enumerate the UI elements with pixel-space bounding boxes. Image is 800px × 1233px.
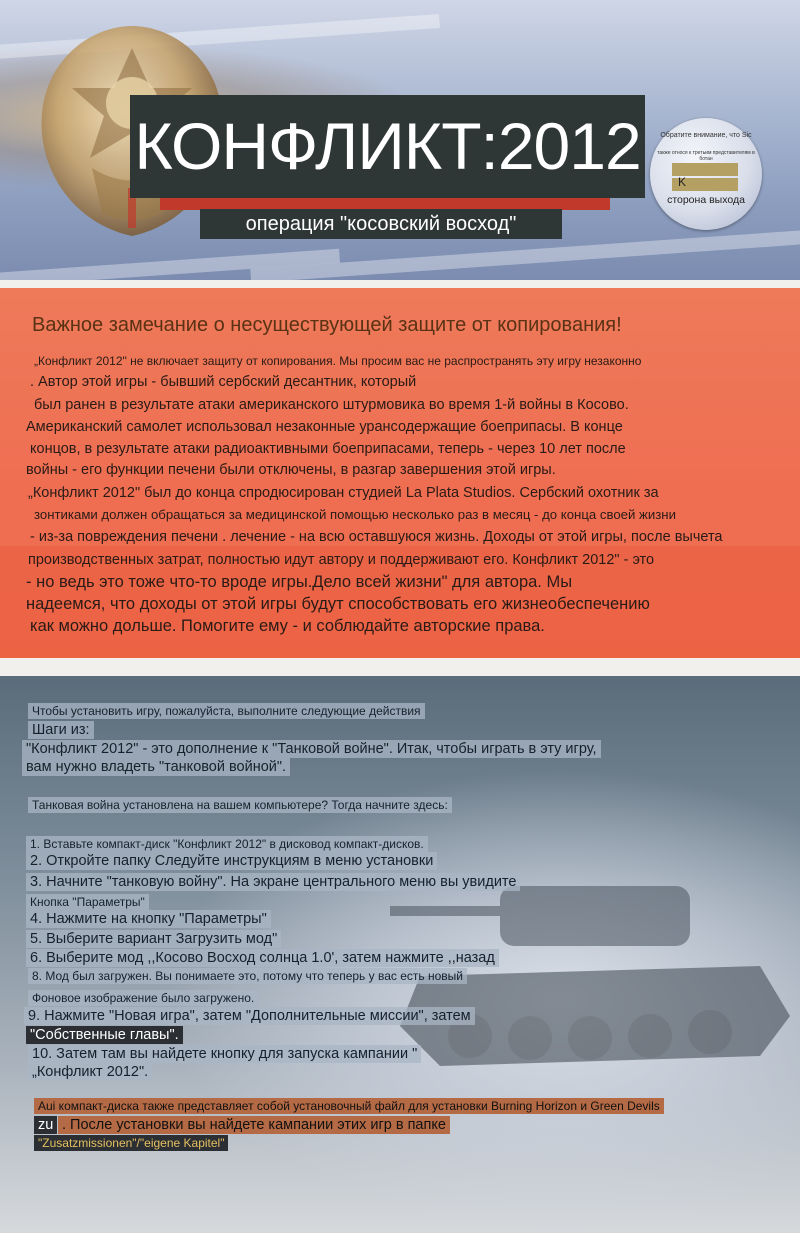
notice-line: Американский самолет использовал незаконные урансодержащие боеприпасы. В конце: [26, 419, 623, 435]
header-banner: [0, 0, 800, 280]
notice-line: „Конфликт 2012" был до конца спродюсирован студией La Plata Studios. Сербский охотник за: [28, 485, 659, 501]
instruction-line: 6. Выберите мод ,,Косово Восход солнца 1.0', затем нажмите ,,назад: [26, 949, 499, 967]
instruction-line: "Собственные главы".: [26, 1026, 183, 1044]
subtitle-box: [200, 209, 562, 239]
instruction-line: Танковая война установлена на вашем компьютере? Тогда начните здесь:: [28, 797, 452, 813]
page-subtitle: операция "косовский восход": [245, 213, 517, 235]
instruction-line: Фоновое изображение было загружено.: [28, 990, 258, 1006]
notice-line: концов, в результате атаки радиоактивными боеприпасами, теперь - через 10 лет после: [30, 441, 626, 457]
instruction-line: 2. Откройте папку Следуйте инструкциям в меню установки: [26, 852, 437, 870]
instruction-line: 10. Затем там вы найдете кнопку для запуска кампании ": [28, 1045, 421, 1063]
instruction-line: "Zusatzmissionen"/"eigene Kapitel": [34, 1135, 228, 1151]
sticker-mark: K: [678, 175, 687, 189]
notice-line: - но ведь это тоже что-то вроде игры.Дело всей жизни" для автора. Мы: [26, 573, 573, 591]
notice-line: как можно дольше. Помогите ему - и соблюдайте авторские права.: [30, 617, 545, 635]
sticker-line: также относя к третьим представителям в ботан: [657, 150, 755, 162]
instruction-line: "Конфликт 2012" - это дополнение к "Танковой войне". Итак, чтобы играть в эту игру,: [22, 740, 601, 758]
copy-protection-notice: [0, 288, 800, 658]
notice-line: был ранен в результате атаки американского штурмовика во время 1-й войны в Косово.: [34, 397, 629, 413]
sticker-line: Обратите внимание, что Sic: [660, 132, 752, 139]
notice-line: . Автор этой игры - бывший сербский десантник, который: [30, 374, 417, 390]
notice-line: - из-за повреждения печени . лечение - на всю оставшуюся жизнь. Доходы от этой игры, после вычета: [30, 529, 723, 545]
instruction-line: 5. Выберите вариант Загрузить мод": [26, 930, 281, 948]
title-box: [130, 95, 645, 198]
notice-line: войны - его функции печени были отключены, в разгар завершения этой игры.: [26, 462, 556, 478]
instruction-line: „Конфликт 2012".: [28, 1063, 152, 1081]
instruction-line: 1. Вставьте компакт-диск "Конфликт 2012" в дисковод компакт-дисков.: [26, 836, 428, 852]
instruction-line: 9. Нажмите "Новая игра", затем "Дополнительные миссии", затем: [24, 1007, 475, 1025]
instruction-line: Кнопка "Параметры": [26, 894, 149, 910]
instruction-line: 8. Мод был загружен. Вы понимаете это, потому что теперь у вас есть новый: [28, 968, 467, 984]
notice-line: зонтиками должен обращаться за медицинской помощью несколько раз в месяц - до конца своей жизни: [34, 507, 676, 522]
title-accent-bar: [160, 196, 610, 210]
instruction-line: . После установки вы найдете кампании этих игр в папке: [58, 1116, 450, 1134]
instruction-line: Aui компакт-диска также представляет собой установочный файл для установки Burning Horizon и Green Devils: [34, 1098, 664, 1114]
page-title: КОНФЛИКТ:2012: [134, 109, 641, 183]
instruction-line: вам нужно владеть "танковой войной".: [22, 758, 290, 776]
sticker-label: сторона выхода: [667, 194, 745, 206]
instruction-line: Шаги из:: [28, 721, 94, 739]
install-instructions: [0, 676, 800, 1233]
instruction-line: 4. Нажмите на кнопку "Параметры": [26, 910, 271, 928]
instruction-line: 3. Начните "танковую войну". На экране центрального меню вы увидите: [26, 873, 520, 891]
sticker-badge: [650, 118, 762, 230]
notice-line: „Конфликт 2012" не включает защиту от копирования. Мы просим вас не распространять эту игру незаконно: [34, 354, 642, 368]
notice-line: производственных затрат, полностью идут автору и поддерживают его. Конфликт 2012" - это: [28, 552, 655, 568]
instruction-line: Чтобы установить игру, пожалуйста, выполните следующие действия: [28, 703, 425, 719]
notice-title: Важное замечание о несуществующей защите от копирования!: [32, 314, 622, 336]
instruction-line: zu: [34, 1116, 57, 1134]
notice-line: надеемся, что доходы от этой игры будут способствовать его жизнеобеспечению: [26, 595, 650, 613]
